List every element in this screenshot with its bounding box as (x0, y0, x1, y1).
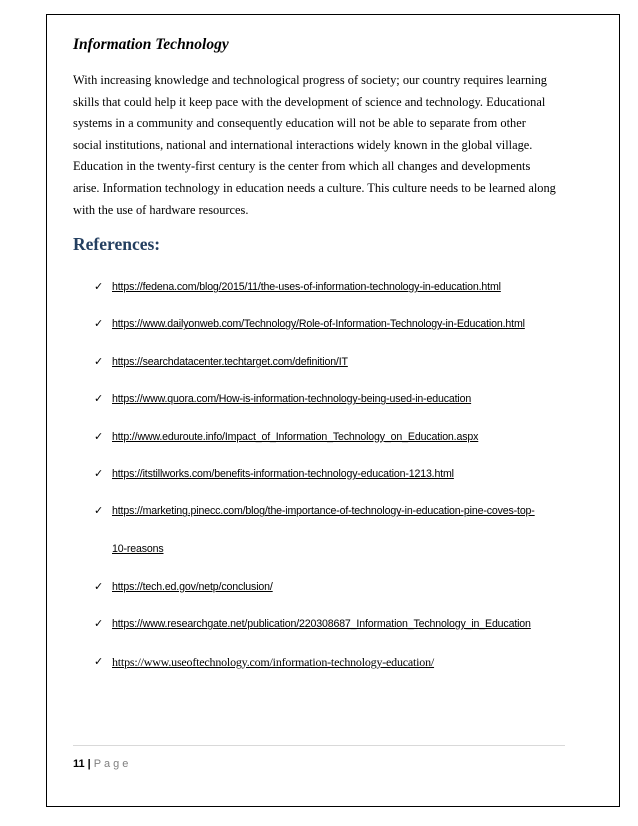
check-icon: ✓ (94, 317, 104, 331)
reference-link-wrapped[interactable] (112, 500, 535, 560)
check-icon: ✓ (94, 504, 104, 518)
reference-item (94, 276, 594, 298)
footer-divider (73, 745, 565, 746)
paragraph-line: with the use of hardware resources. (73, 202, 249, 217)
reference-link[interactable]: https://tech.ed.gov/netp/conclusion/ (112, 580, 273, 593)
reference-list (94, 276, 594, 688)
reference-item (94, 426, 594, 448)
check-icon: ✓ (94, 579, 104, 593)
paragraph-line: social institutions, national and international interactions widely known in the global village. (73, 137, 533, 152)
references-heading: References: (73, 234, 161, 254)
paragraph-line: arise. Information technology in education needs a culture. This culture needs to be learned along (73, 180, 556, 195)
check-icon: ✓ (94, 466, 104, 480)
reference-item (94, 463, 594, 485)
reference-link[interactable]: https://fedena.com/blog/2015/11/the-uses-of-information-technology-in-education.html (112, 281, 501, 293)
reference-link[interactable]: https://www.quora.com/How-is-information-technology-being-used-in-education (112, 393, 472, 406)
reference-item (94, 313, 594, 335)
check-icon: ✓ (94, 429, 104, 443)
page-number: 11 (73, 758, 85, 770)
footer-separator: | (87, 758, 91, 770)
reference-item (94, 651, 594, 673)
paragraph-line: With increasing knowledge and technological progress of society; our country requires learning (73, 73, 547, 87)
reference-item (94, 351, 594, 373)
section-title: Information Technology (73, 36, 229, 53)
reference-link[interactable]: https://www.useoftechnology.com/information-technology-education/ (112, 654, 435, 669)
check-icon: ✓ (94, 392, 104, 406)
check-icon: ✓ (94, 617, 104, 631)
paragraph-line: skills that could help it keep pace with the development of science and technology. Educational (73, 94, 546, 109)
check-icon: ✓ (94, 280, 104, 293)
reference-link[interactable]: https://www.dailyonweb.com/Technology/Role-of-Information-Technology-in-Education.html (112, 318, 525, 331)
page-label: Page (93, 758, 132, 770)
paragraph-line: Education in the twenty-first century is the center from which all changes and developments (73, 159, 531, 174)
page-footer (73, 758, 131, 770)
body-paragraph (73, 70, 573, 221)
reference-link[interactable]: https://searchdatacenter.techtarget.com/definition/IT (112, 355, 348, 368)
reference-link[interactable]: http://www.eduroute.info/Impact_of_Information_Technology_on_Education.aspx (112, 430, 479, 443)
reference-link[interactable]: https://itstillworks.com/benefits-information-technology-education-1213.html (112, 467, 454, 480)
check-icon: ✓ (94, 654, 104, 668)
reference-link[interactable]: https://www.researchgate.net/publication/220308687_Information_Technology_in_Education (112, 618, 531, 631)
reference-item (94, 613, 594, 635)
reference-link[interactable]: https://marketing.pinecc.com/blog/the-importance-of-technology-in-education-pine-coves-top- (112, 505, 535, 518)
reference-item (94, 500, 594, 560)
paragraph-line: systems in a community and consequently education will not be able to separate from other (73, 116, 526, 131)
check-icon: ✓ (94, 354, 104, 368)
reference-item (94, 388, 594, 410)
reference-item (94, 576, 594, 598)
reference-link-continuation[interactable]: 10-reasons (112, 543, 164, 556)
